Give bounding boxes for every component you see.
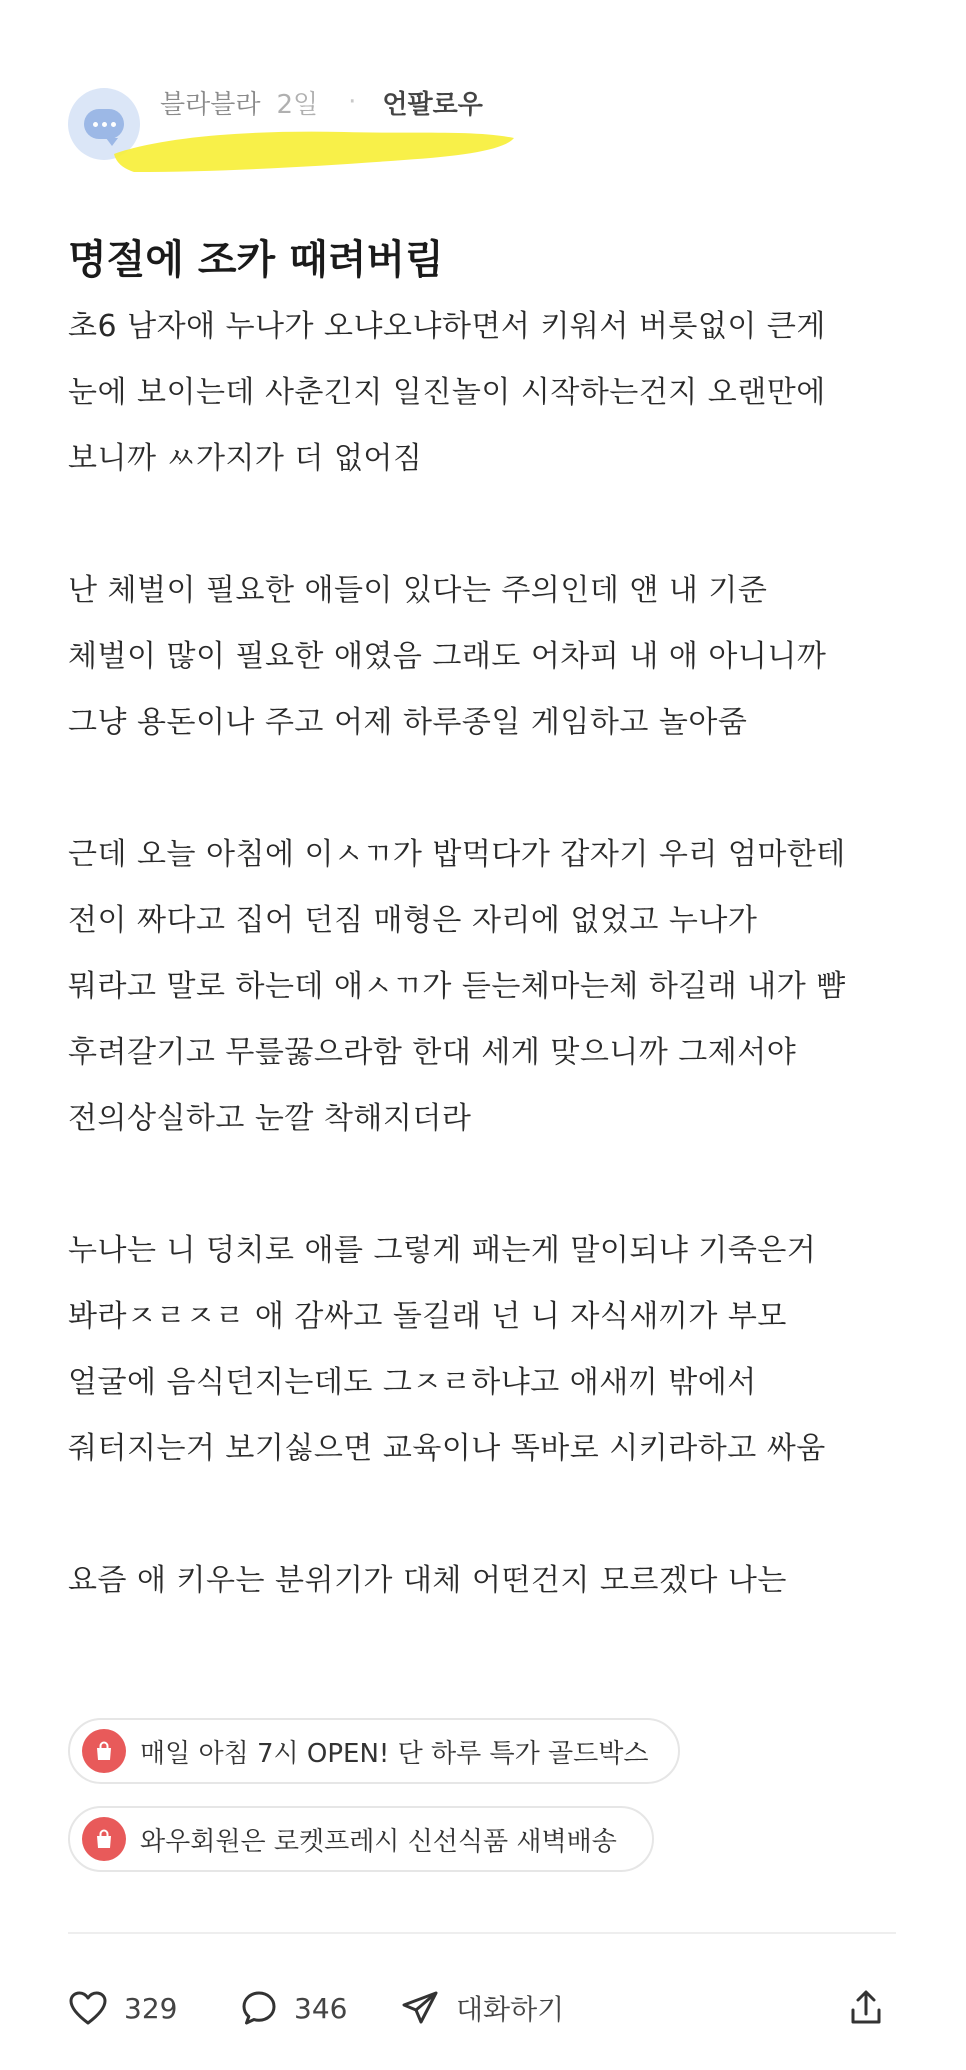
post-time: 2일	[276, 89, 319, 120]
body-line: 얼굴에 음식던지는데도 그ㅈㄹ하냐고 애새끼 밖에서	[68, 1365, 757, 1400]
post-title: 명절에 조카 때려버림	[68, 237, 444, 283]
body-line: 전이 짜다고 집어 던짐 매형은 자리에 없었고 누나가	[68, 903, 758, 938]
body-line	[68, 756, 928, 822]
chat-label: 대화하기	[456, 1993, 565, 2026]
shopping-bag-icon	[82, 1817, 126, 1861]
highlighter-mark	[104, 116, 524, 176]
body-line	[68, 492, 928, 558]
unfollow-button[interactable]: 언팔로우	[382, 89, 483, 120]
ad-chip-rocketfresh[interactable]	[68, 1806, 654, 1872]
share-icon	[846, 1988, 886, 2028]
comment-button[interactable]	[240, 1978, 347, 2038]
meta-separator: ·	[348, 87, 357, 117]
body-line: 줘터지는거 보기싫으면 교육이나 똑바로 시키라하고 싸움	[68, 1431, 826, 1466]
ad-chip-goldbox[interactable]	[68, 1718, 680, 1784]
body-line: 요즘 애 키우는 분위기가 대체 어떤건지 모르겠다 나는	[68, 1563, 787, 1598]
body-line: 봐라ㅈㄹㅈㄹ 애 감싸고 돌길래 넌 니 자식새끼가 부모	[68, 1299, 787, 1334]
body-line: 전의상실하고 눈깔 착해지더라	[68, 1101, 472, 1136]
body-line: 누나는 니 덩치로 애를 그렇게 패는게 말이되냐 기죽은거	[68, 1233, 817, 1268]
comment-icon	[240, 1989, 278, 2027]
chat-button[interactable]	[400, 1978, 564, 2038]
author-name[interactable]: 블라블라	[160, 89, 261, 120]
like-count: 329	[124, 1991, 178, 2025]
shopping-bag-icon	[82, 1729, 126, 1773]
comment-count: 346	[294, 1991, 348, 2025]
body-line: 그냥 용돈이나 주고 어제 하루종일 게임하고 놀아줌	[68, 705, 748, 740]
body-line: 근데 오늘 아침에 이ㅅㄲ가 밥먹다가 갑자기 우리 엄마한테	[68, 837, 846, 872]
body-line: 보니까 ㅆ가지가 더 없어짐	[68, 441, 423, 476]
heart-icon	[68, 1990, 108, 2026]
body-line: 눈에 보이는데 사춘긴지 일진놀이 시작하는건지 오랜만에	[68, 375, 826, 410]
body-line: 난 체벌이 필요한 애들이 있다는 주의인데 얜 내 기준	[68, 573, 768, 608]
like-button[interactable]	[68, 1978, 177, 2038]
divider	[68, 1932, 896, 1934]
send-icon	[400, 1989, 440, 2027]
ad-text: 매일 아침 7시 OPEN! 단 하루 특가 골드박스	[140, 1738, 649, 1769]
post-header	[64, 82, 924, 192]
body-line: 초6 남자애 누나가 오냐오냐하면서 키워서 버릇없이 큰게	[68, 309, 826, 344]
share-button[interactable]	[846, 1978, 902, 2038]
post-body	[68, 294, 928, 1614]
body-line: 뭐라고 말로 하는데 애ㅅㄲ가 듣는체마는체 하길래 내가 뺨	[68, 969, 846, 1004]
body-line: 후려갈기고 무릎꿇으라함 한대 세게 맞으니까 그제서야	[68, 1035, 797, 1070]
ad-text: 와우회원은 로켓프레시 신선식품 새벽배송	[140, 1826, 617, 1857]
body-line	[68, 1482, 928, 1548]
body-line	[68, 1152, 928, 1218]
body-line: 체벌이 많이 필요한 애였음 그래도 어차피 내 애 아니니까	[68, 639, 827, 674]
action-bar	[68, 1978, 896, 2038]
